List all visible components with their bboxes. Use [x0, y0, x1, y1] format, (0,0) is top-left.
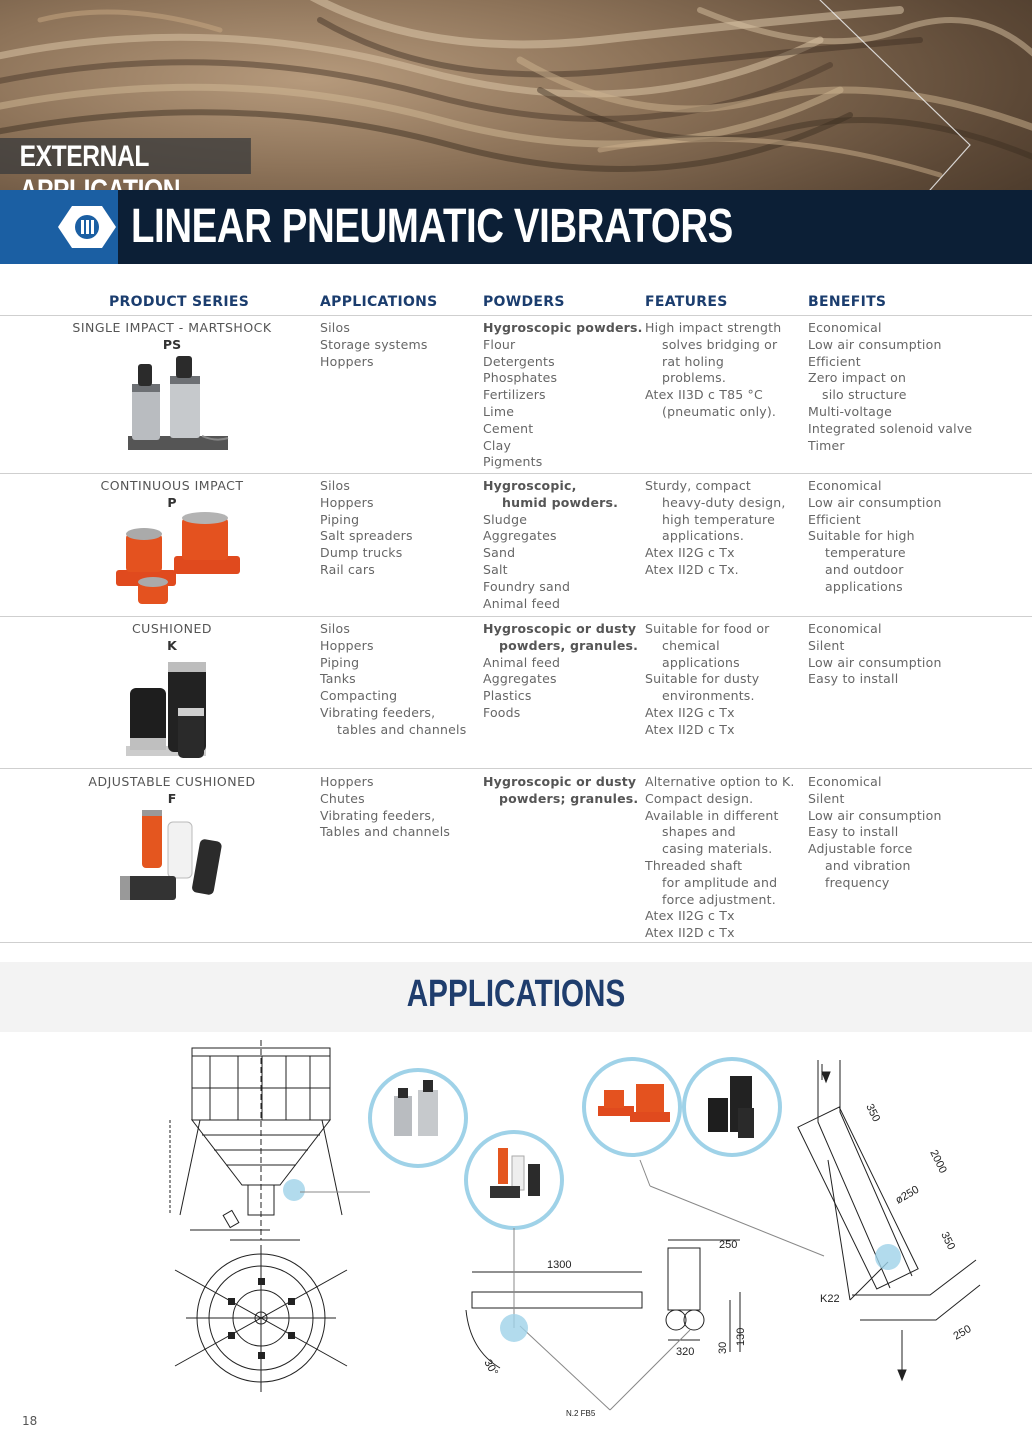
powder-item: Cement: [483, 420, 534, 436]
dimension-350-bottom: 350: [938, 1230, 958, 1252]
benefit-item: Suitable for high: [808, 528, 915, 544]
benefit-item: Silent: [808, 637, 845, 653]
powder-item: Foundry sand: [483, 578, 571, 594]
feature-item: chemical: [662, 637, 720, 653]
application-item: Rail cars: [320, 561, 375, 577]
benefit-item: temperature: [825, 545, 906, 561]
dimension-250-outlet: 250: [951, 1323, 974, 1343]
benefit-item: and outdoor: [825, 561, 904, 577]
dimension-130: 130: [735, 1327, 747, 1346]
silo-drawing: [170, 1040, 342, 1240]
benefit-item: Efficient: [808, 511, 861, 527]
feature-item: Alternative option to K.: [645, 774, 795, 789]
fixing-label: N.2 FB5: [566, 1409, 596, 1418]
feature-item: Atex II2D c Tx: [645, 721, 735, 737]
feature-item: Suitable for food or: [645, 621, 770, 636]
series-code: F: [167, 791, 177, 806]
feature-item: shapes and: [662, 824, 736, 840]
dimension-1300: 1300: [547, 1259, 572, 1271]
feature-item: solves bridging or: [662, 336, 778, 352]
powder-item: Sand: [483, 545, 516, 561]
feature-item: applications.: [662, 528, 745, 544]
benefit-item: Easy to install: [808, 671, 899, 687]
feature-item: Atex II2G c Tx: [645, 545, 735, 561]
benefit-item: Zero impact on: [808, 370, 907, 386]
series-name: CONTINUOUS IMPACT: [100, 478, 244, 493]
powder-item: Fertilizers: [483, 387, 546, 403]
benefit-item: Easy to install: [808, 824, 899, 840]
application-item: Tanks: [320, 671, 356, 687]
series-name: SINGLE IMPACT - MARTSHOCK: [72, 320, 272, 335]
series-name: ADJUSTABLE CUSHIONED: [88, 774, 256, 789]
powder-item: Plastics: [483, 688, 532, 704]
application-item: Hoppers: [320, 637, 374, 653]
powder-heading: powders, granules.: [499, 637, 639, 653]
product-image-f: [112, 806, 228, 916]
dimension-350-top: 350: [863, 1102, 883, 1124]
application-item: Tables and channels: [320, 824, 451, 840]
divider: [0, 473, 1032, 474]
page-number: 18: [22, 1414, 38, 1428]
dimension-2000: 2000: [927, 1148, 949, 1176]
column-header-features: FEATURES: [645, 294, 728, 310]
feature-item: Atex II2D c Tx: [645, 925, 735, 941]
benefit-item: Low air consumption: [808, 336, 942, 352]
benefit-item: Adjustable force: [808, 841, 913, 857]
benefit-item: Low air consumption: [808, 494, 942, 510]
powder-item: Aggregates: [483, 528, 557, 544]
application-item: Silos: [320, 478, 351, 493]
column-header-product-series: PRODUCT SERIES: [109, 294, 250, 310]
application-item: Silos: [320, 621, 351, 636]
benefit-item: Timer: [808, 437, 845, 453]
feature-item: (pneumatic only).: [662, 403, 777, 419]
benefit-item: Efficient: [808, 353, 861, 369]
powder-heading: humid powders.: [502, 494, 619, 510]
dimension-30: 30: [717, 1341, 729, 1354]
powder-item: Foods: [483, 704, 521, 720]
application-item: Hoppers: [320, 353, 374, 369]
applications-technical-drawing: [0, 1034, 1032, 1424]
column-header-powders: POWDERS: [483, 294, 565, 310]
divider: [0, 942, 1032, 943]
benefit-item: Low air consumption: [808, 807, 942, 823]
benefit-item: Multi-voltage: [808, 403, 893, 419]
product-image-k: [122, 658, 232, 766]
benefit-item: Low air consumption: [808, 654, 942, 670]
benefit-item: Economical: [808, 320, 882, 335]
dimension-250: 250: [719, 1239, 738, 1251]
application-item: Vibrating feeders,: [320, 807, 436, 823]
benefit-item: frequency: [825, 874, 890, 890]
header-banner: [0, 0, 1032, 264]
application-item: Piping: [320, 511, 360, 527]
column-header-applications: APPLICATIONS: [320, 294, 438, 310]
powder-item: Clay: [483, 437, 512, 453]
page-title: LINEAR PNEUMATIC VIBRATORS: [131, 200, 733, 253]
powder-heading: Hygroscopic,: [483, 478, 577, 493]
application-item: Hoppers: [320, 494, 374, 510]
application-item: Salt spreaders: [320, 528, 413, 544]
powder-item: Phosphates: [483, 370, 558, 386]
powder-item: Sludge: [483, 511, 528, 527]
application-item: Compacting: [320, 688, 398, 704]
powder-item: Flour: [483, 336, 516, 352]
powder-item: Detergents: [483, 353, 555, 369]
powder-item: Salt: [483, 561, 508, 577]
series-code: PS: [162, 337, 182, 352]
feature-item: High impact strength: [645, 320, 782, 335]
brand-logo-icon: [58, 206, 116, 248]
feature-item: Compact design.: [645, 790, 754, 806]
feature-item: Suitable for dusty: [645, 671, 760, 687]
feature-item: environments.: [662, 688, 755, 704]
feature-item: rat holing: [662, 353, 725, 369]
feature-item: Atex II3D c T85 °C: [645, 387, 763, 403]
series-code: P: [167, 495, 177, 510]
benefit-item: Economical: [808, 774, 882, 789]
application-item: tables and channels: [337, 721, 467, 737]
application-item: Dump trucks: [320, 545, 403, 561]
divider: [0, 315, 1032, 316]
benefit-item: Silent: [808, 790, 845, 806]
feature-item: force adjustment.: [662, 891, 776, 907]
feature-item: Available in different: [645, 807, 779, 823]
product-image-ps: [118, 356, 238, 466]
benefit-item: applications: [825, 578, 903, 594]
powder-item: Animal feed: [483, 654, 561, 670]
powder-heading: powders; granules.: [499, 790, 639, 806]
product-image-p: [110, 512, 244, 612]
benefit-item: Economical: [808, 621, 882, 636]
benefit-item: Integrated solenoid valve: [808, 420, 973, 436]
powder-heading: Hygroscopic or dusty: [483, 621, 637, 636]
applications-title: APPLICATIONS: [406, 973, 626, 1015]
powder-item: Lime: [483, 403, 515, 419]
application-item: Vibrating feeders,: [320, 704, 436, 720]
benefit-item: Economical: [808, 478, 882, 493]
feature-item: applications: [662, 654, 740, 670]
powder-item: Pigments: [483, 454, 543, 470]
powder-heading: Hygroscopic or dusty: [483, 774, 637, 789]
feature-item: casing materials.: [662, 841, 773, 857]
section-label: EXTERNAL: [0, 138, 251, 174]
application-item: Chutes: [320, 790, 365, 806]
dimension-diameter-250: ø250: [893, 1183, 922, 1207]
silo-plan-view: [175, 1245, 347, 1392]
feature-item: Threaded shaft: [645, 857, 743, 873]
feature-item: Atex II2G c Tx: [645, 704, 735, 720]
divider: [0, 616, 1032, 617]
feature-item: for amplitude and: [662, 874, 778, 890]
benefit-item: silo structure: [822, 387, 907, 403]
powder-heading: Hygroscopic powders.: [483, 320, 643, 335]
application-item: Silos: [320, 320, 351, 335]
powder-item: Animal feed: [483, 595, 561, 611]
application-item: Storage systems: [320, 336, 428, 352]
application-item: Hoppers: [320, 774, 374, 789]
dimension-30-degrees: 30°: [481, 1357, 501, 1378]
powder-item: Aggregates: [483, 671, 557, 687]
divider: [0, 768, 1032, 769]
application-item: Piping: [320, 654, 360, 670]
feature-item: heavy-duty design,: [662, 494, 786, 510]
benefit-item: and vibration: [825, 857, 911, 873]
column-header-benefits: BENEFITS: [808, 294, 887, 310]
feature-item: Atex II2D c Tx.: [645, 561, 739, 577]
dimension-320: 320: [676, 1346, 695, 1358]
feature-item: Sturdy, compact: [645, 478, 752, 493]
feature-item: Atex II2G c Tx: [645, 908, 735, 924]
feature-item: problems.: [662, 370, 727, 386]
series-code: K: [167, 638, 177, 653]
series-name: CUSHIONED: [131, 621, 213, 636]
model-label-k22: K22: [820, 1293, 840, 1305]
feature-item: high temperature: [662, 511, 775, 527]
